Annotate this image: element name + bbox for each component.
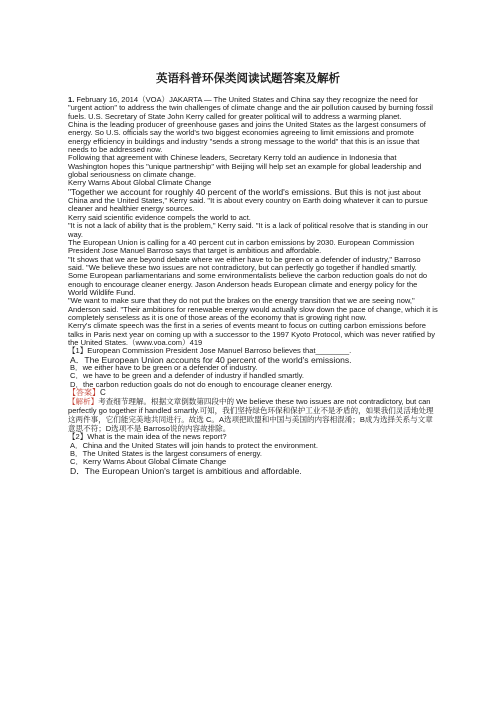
analysis-text: 考查细节理解。根据文章倒数第四段中的 We believe these two issues are not contradictory, but can perfectly go together if handled smartly.可知，我们坚持绿色环保和保护工业不是矛盾的，如果我们灵活地处理这两件事，它们能完美地共同进行。故选 C。A选项把欧盟和中国与美国的内容相混淆；B成为选择关系与文章意思不符；D选项不是 Barroso说的内容故排除。 bbox=[68, 397, 434, 434]
question-1-option-b: B．we either have to be green or a defender of industry. bbox=[70, 363, 258, 372]
answer-label: 【答案】 bbox=[68, 388, 100, 398]
question-2-option-c: C．Kerry Warns About Global Climate Change bbox=[70, 457, 227, 467]
page-title: 英语科普环保类阅读试题答案及解析 bbox=[156, 71, 340, 85]
intro-text: February 16, 2014（VOA）JAKARTA — The United States and China say they recognize the need for "urgent action" to address the twin challenges of climate change and the air pollution caused by burning fossil fuels. U.S. Secretary of State John Kerry called for greater political will to address a warming planet. bbox=[68, 95, 433, 121]
article-paragraph: China is the leading producer of greenhouse gases and joins the United States as the largest consumers of energy. So U.S. officials say the world's two biggest economies agreeing to limit emissions and promote energy efficiency in buildings and industry "sends a strong message to the world" that this is an issue that needs to be addressed now. bbox=[68, 120, 426, 155]
question-1-option-d: D．the carbon reduction goals do not do enough to encourage cleaner energy. bbox=[70, 379, 333, 389]
article-subheading: Kerry Warns About Global Climate Change bbox=[68, 178, 212, 188]
question-2-option-d: D．The European Union's target is ambitious and affordable. bbox=[70, 465, 302, 476]
question-2-option-b: B．The United States is the largest consumers of energy. bbox=[70, 449, 262, 459]
article-paragraph: The European Union is calling for a 40 percent cut in carbon emissions by 2030. European Commission President Jose Manuel Barroso says that target is ambitious and affordable. bbox=[68, 237, 415, 256]
article-paragraph-intro bbox=[68, 96, 438, 121]
question-2-stem: 【2】What is the main idea of the news report? bbox=[68, 432, 227, 442]
article-paragraph: Some European parliamentarians and some environmentalists believe the carbon reduction goals do not do enough to encourage cleaner energy. Jason Anderson heads European climate and energy policy for the World Wildlife Fund. bbox=[68, 271, 428, 297]
article-paragraph: "It shows that we are beyond debate where we either have to be green or a defender of industry," Barroso said. "We believe these two issues are not contradictory, but can perfectly go together if handled smartly. bbox=[68, 254, 421, 272]
question-2-option-a: A．China and the United States will join hands to protect the environment. bbox=[70, 440, 318, 450]
analysis-label: 【解析】 bbox=[68, 397, 99, 407]
article-paragraph: "It is not a lack of ability that is the problem," Kerry said. "It is a lack of political resolve that is standing in our way. bbox=[68, 221, 428, 239]
article-paragraph: Following that agreement with Chinese leaders, Secretary Kerry told an audience in Indonesia that Washington hopes this "unique partnership" with Beijing will help set an example for global leadership and global seriousness on climate change. bbox=[68, 153, 422, 180]
question-1-option-c: C．we have to be green and a defender of industry if handled smartly. bbox=[70, 371, 304, 381]
question-1-option-a: A．The European Union accounts for 40 percent of the world's emissions. bbox=[70, 354, 352, 365]
question-1-stem: 【1】European Commission President Jose Manuel Barroso believes that________. bbox=[68, 346, 352, 356]
quote-large-text: "Together we account for roughly 40 percent of the world's emissions. But this is not bbox=[68, 186, 387, 197]
answer-value: C bbox=[100, 388, 106, 398]
article-paragraph: "We want to make sure that they do not put the brakes on the energy transition that we are seeing now," Anderson said. "Their ambitions for renewable energy would actually slow down the pace of change, which it is completely senseless as it is one of those areas of the economy that is growing right now. bbox=[68, 296, 438, 322]
article-paragraph: Kerry said scientific evidence compels the world to act. bbox=[68, 212, 251, 222]
article-paragraph bbox=[68, 188, 438, 214]
analysis-paragraph bbox=[68, 397, 438, 433]
document-content bbox=[68, 96, 438, 475]
quote-rest-text: just about China and the United States," Kerry said. "It is about every country on Earth doing whatever it can to pursue cleaner and healthier energy sources. bbox=[68, 187, 428, 214]
article-paragraph: Kerry's climate speech was the first in a series of events meant to focus on cutting carbon emissions before talks in Paris next year on coming up with a successor to the 1997 Kyoto Protocol, which was never ratified by the United States.（www.voa.com）419 bbox=[68, 321, 436, 347]
question-number: 1. bbox=[68, 95, 75, 104]
